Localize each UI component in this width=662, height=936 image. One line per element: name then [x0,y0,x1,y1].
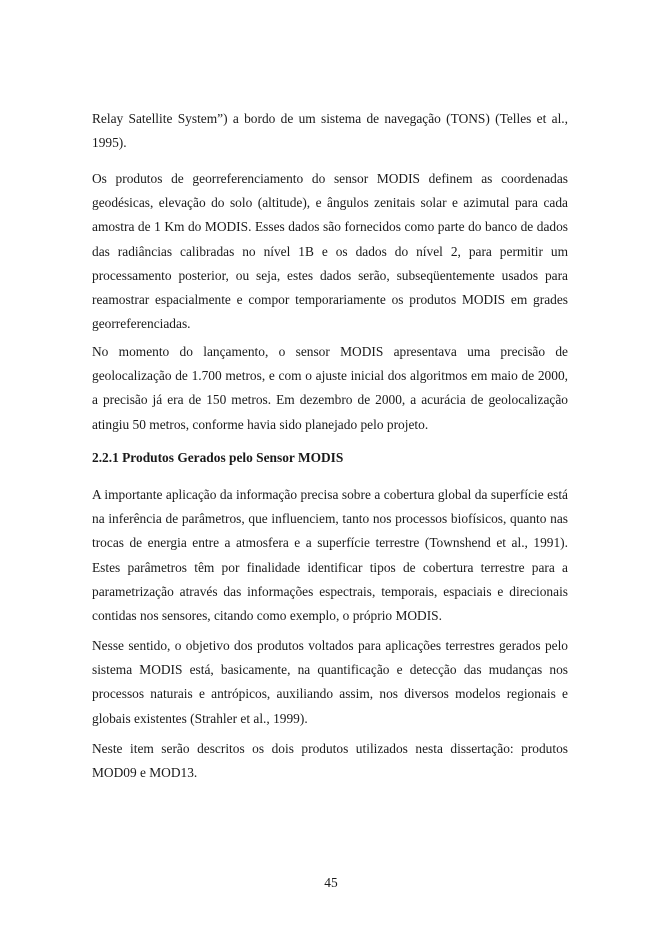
page-number: 45 [324,875,338,890]
paragraph-tdrss-continuation: Relay Satellite System”) a bordo de um sistema de navegação (TONS) (Telles et al., 1995). [92,111,568,151]
section-heading: 2.2.1 Produtos Gerados pelo Sensor MODIS [92,450,344,465]
paragraph-products-described: Neste item serão descritos os dois produtos utilizados nesta dissertação: produtos MOD09 e MOD13. [92,741,568,781]
paragraph-geolocation-precision: No momento do lançamento, o sensor MODIS apresentava uma precisão de geolocalização de 1.700 metros, e com o ajuste inicial dos algoritmos em maio de 2000, a precisão já era de 150 metros. Em dezembro de 2000, a acurácia de geolocalização atingiu 50 metros, conforme havia sido planejado pelo projeto. [92,344,568,432]
paragraph-georeferencing-products: Os produtos de georreferenciamento do sensor MODIS definem as coordenadas geodésicas, elevação do solo (altitude), e ângulos zenitais solar e azimutal para cada amostra de 1 Km do MODIS. Esses dados são fornecidos como parte do banco de dados das radiâncias calibradas no nível 1B e os dados do nível 2, para permitir um processamento posterior, ou seja, estes dados serão, subseqüentemente usados para reamostrar espacialmente e compor temporariamente os produtos MODIS em grades georreferenciadas. [92,171,568,332]
paragraph-terrestrial-products: Nesse sentido, o objetivo dos produtos voltados para aplicações terrestres gerados pelo sistema MODIS está, basicamente, na quantificação e detecção das mudanças nos processos naturais e antrópicos, auxiliando assim, nos diversos modelos regionais e globais existentes (Strahler et al., 1999). [92,638,568,726]
paragraph-global-coverage: A importante aplicação da informação precisa sobre a cobertura global da superfície está na inferência de parâmetros, que influenciem, tanto nos processos biofísicos, quanto nas trocas de energia entre a atmosfera e a superfície terrestre (Townshend et al., 1991). Estes parâmetros têm por finalidade identificar tipos de cobertura terrestre para a parametrização através das informações espectrais, temporais, espaciais e direcionais contidas nos sensores, citando como exemplo, o próprio MODIS. [92,487,568,624]
